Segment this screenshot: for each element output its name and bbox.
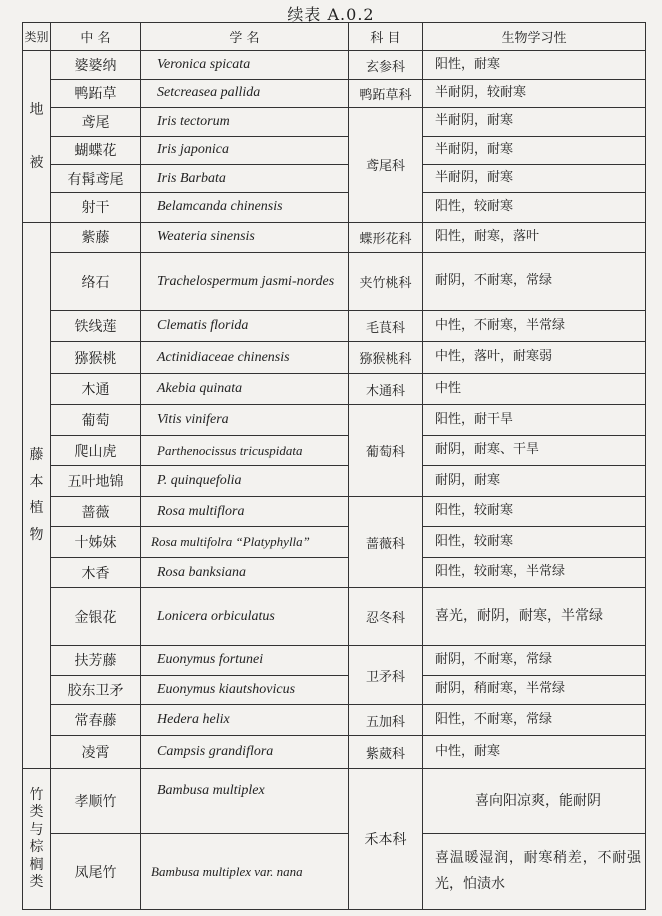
table-row <box>23 373 646 405</box>
chinese-name: 铁线莲 <box>51 310 141 342</box>
chinese-name: 爬山虎 <box>51 435 141 465</box>
table-row <box>23 496 646 526</box>
habit: 喜向阳凉爽，能耐阴 <box>423 769 646 834</box>
habit: 阳性，较耐寒 <box>423 193 646 222</box>
table-row <box>23 136 646 164</box>
table-row <box>23 435 646 465</box>
table-title: 续表 A.0.2 <box>287 5 375 24</box>
scientific-name: Rosa multiflora <box>141 496 349 526</box>
table-row <box>23 164 646 192</box>
scientific-name: Campsis grandiflora <box>141 736 349 769</box>
family: 忍冬科 <box>349 588 423 646</box>
scientific-name: Iris Barbata <box>141 164 349 192</box>
habit: 耐阴，稍耐寒，半常绿 <box>423 675 646 704</box>
scientific-name: Iris tectorum <box>141 108 349 136</box>
family: 猕猴桃科 <box>349 342 423 374</box>
chinese-name: 扶芳藤 <box>51 646 141 675</box>
table-row <box>23 769 646 834</box>
family: 卫矛科 <box>349 646 423 705</box>
scientific-name: Weateria sinensis <box>141 222 349 252</box>
chinese-name: 蔷薇 <box>51 496 141 526</box>
habit: 阳性，较耐寒 <box>423 496 646 526</box>
family: 鸢尾科 <box>349 108 423 223</box>
plant-table <box>22 22 646 910</box>
scientific-name <box>141 253 349 311</box>
header-category: 类别 <box>23 23 51 51</box>
chinese-name: 常春藤 <box>51 704 141 736</box>
chinese-name: 十姊妹 <box>51 527 141 557</box>
table-row <box>23 466 646 496</box>
chinese-name: 胶东卫矛 <box>51 675 141 704</box>
category-cell <box>23 222 51 768</box>
table-row <box>23 253 646 311</box>
habit: 耐阴，不耐寒，常绿 <box>423 646 646 675</box>
family: 葡萄科 <box>349 405 423 496</box>
table-row <box>23 342 646 374</box>
habit: 中性，耐寒 <box>423 736 646 769</box>
chinese-name: 鸭跖草 <box>51 79 141 107</box>
habit: 半耐阴，耐寒 <box>423 164 646 192</box>
scientific-name: Euonymus kiautshovicus <box>141 675 349 704</box>
scientific-name: Iris japonica <box>141 136 349 164</box>
chinese-name: 射干 <box>51 193 141 222</box>
table-row <box>23 108 646 136</box>
habit: 中性 <box>423 373 646 405</box>
chinese-name: 有髯鸢尾 <box>51 164 141 192</box>
scientific-name: Setcreasea pallida <box>141 79 349 107</box>
family: 毛茛科 <box>349 310 423 342</box>
scientific-name: Rosa banksiana <box>141 557 349 587</box>
family: 木通科 <box>349 373 423 405</box>
scientific-name-text: Trachelospermum jasmi-nordes <box>157 273 335 289</box>
scientific-name: Lonicera orbiculatus <box>141 588 349 646</box>
habit: 喜温暖湿润，耐寒稍差，不耐强光，怕渍水 <box>423 834 646 910</box>
header-chinese-name: 中 名 <box>51 23 141 51</box>
chinese-name: 婆婆纳 <box>51 51 141 79</box>
habit: 阳性，较耐寒，半常绿 <box>423 557 646 587</box>
family: 五加科 <box>349 704 423 736</box>
habit: 半耐阴，耐寒 <box>423 108 646 136</box>
category-bamboo: 竹 类 与 棕 榈 类 <box>29 786 44 891</box>
habit: 半耐阴，耐寒 <box>423 136 646 164</box>
header-family: 科 目 <box>349 23 423 51</box>
habit: 半耐阴，较耐寒 <box>423 79 646 107</box>
header-habit: 生物学习性 <box>423 23 646 51</box>
chinese-name: 五叶地锦 <box>51 466 141 496</box>
header-scientific-name: 学 名 <box>141 23 349 51</box>
habit: 喜光，耐阴，耐寒，半常绿 <box>423 588 646 646</box>
category-cell <box>23 769 51 910</box>
table-row <box>23 736 646 769</box>
chinese-name: 木通 <box>51 373 141 405</box>
scientific-name: Rosa multifolra “Platyphylla” <box>141 527 349 557</box>
scientific-name: Euonymus fortunei <box>141 646 349 675</box>
family: 紫葳科 <box>349 736 423 769</box>
family: 玄参科 <box>349 51 423 79</box>
scientific-name: Belamcanda chinensis <box>141 193 349 222</box>
table-row <box>23 51 646 79</box>
scientific-name: Vitis vinifera <box>141 405 349 435</box>
category-cell <box>23 51 51 222</box>
table-row <box>23 675 646 704</box>
scientific-name: Actinidiaceae chinensis <box>141 342 349 374</box>
chinese-name: 木香 <box>51 557 141 587</box>
scientific-name: Veronica spicata <box>141 51 349 79</box>
habit: 阳性，不耐寒，常绿 <box>423 704 646 736</box>
family: 禾本科 <box>349 769 423 910</box>
table-row <box>23 222 646 252</box>
habit: 阳性，耐干旱 <box>423 405 646 435</box>
scientific-name: Parthenocissus tricuspidata <box>141 435 349 465</box>
habit: 耐阴，不耐寒，常绿 <box>423 253 646 311</box>
table-row <box>23 79 646 107</box>
scientific-name: Bambusa multiplex <box>141 769 349 834</box>
chinese-name: 紫藤 <box>51 222 141 252</box>
table-row <box>23 405 646 435</box>
scientific-name: Akebia quinata <box>141 373 349 405</box>
habit: 阳性，较耐寒 <box>423 527 646 557</box>
habit: 中性，落叶，耐寒弱 <box>423 342 646 374</box>
habit: 中性，不耐寒，半常绿 <box>423 310 646 342</box>
family: 蔷薇科 <box>349 496 423 587</box>
table-row <box>23 527 646 557</box>
chinese-name: 蝴蝶花 <box>51 136 141 164</box>
scientific-name: Bambusa multiplex var. nana <box>141 834 349 910</box>
family: 蝶形花科 <box>349 222 423 252</box>
scientific-name: Clematis florida <box>141 310 349 342</box>
scientific-name: Hedera helix <box>141 704 349 736</box>
header-row <box>23 23 646 51</box>
family: 夹竹桃科 <box>349 253 423 311</box>
table-row <box>23 557 646 587</box>
chinese-name: 金银花 <box>51 588 141 646</box>
habit: 耐阴，耐寒、干旱 <box>423 435 646 465</box>
chinese-name: 葡萄 <box>51 405 141 435</box>
chinese-name: 鸢尾 <box>51 108 141 136</box>
chinese-name: 凌霄 <box>51 736 141 769</box>
family: 鸭跖草科 <box>349 79 423 107</box>
category-ground: 地 被 <box>29 101 44 171</box>
chinese-name: 凤尾竹 <box>51 834 141 910</box>
habit: 耐阴，耐寒 <box>423 466 646 496</box>
table-row <box>23 704 646 736</box>
chinese-name: 猕猴桃 <box>51 342 141 374</box>
chinese-name: 孝顺竹 <box>51 769 141 834</box>
table-row <box>23 193 646 222</box>
scientific-name: P. quinquefolia <box>141 466 349 496</box>
table-row <box>23 646 646 675</box>
table-row <box>23 588 646 646</box>
category-vine: 藤 本 植 物 <box>29 447 44 543</box>
chinese-name: 络石 <box>51 253 141 311</box>
table-row <box>23 310 646 342</box>
habit: 阳性，耐寒 <box>423 51 646 79</box>
habit: 阳性，耐寒，落叶 <box>423 222 646 252</box>
table-row <box>23 834 646 910</box>
